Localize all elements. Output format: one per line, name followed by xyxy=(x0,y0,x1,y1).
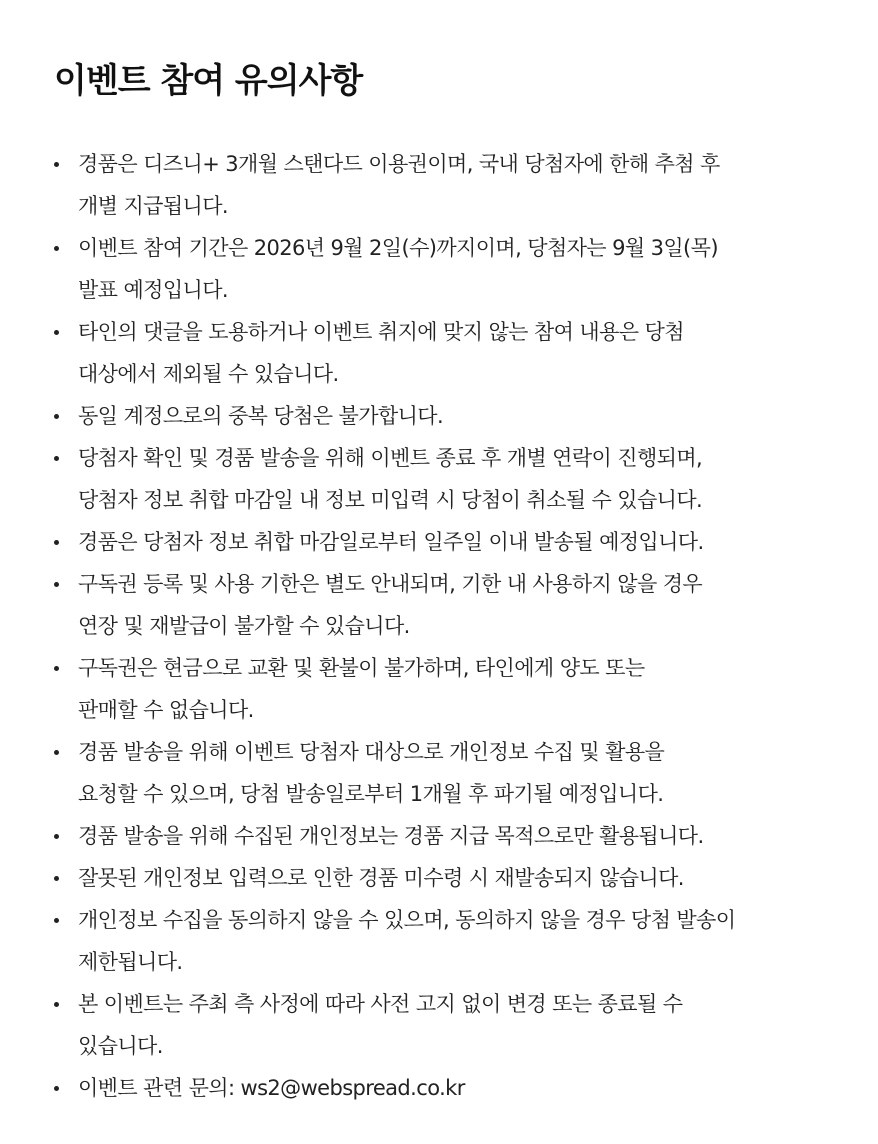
notice-text-line: 이벤트 참여 기간은 2026년 9월 2일(수)까지이며, 당첨자는 9월 3일(목) xyxy=(78,236,718,260)
notice-item xyxy=(54,437,834,521)
notice-item xyxy=(54,647,834,731)
notice-text-line: 구독권은 현금으로 교환 및 환불이 불가하며, 타인에게 양도 또는 xyxy=(78,656,645,680)
bullet-dot-icon xyxy=(54,1002,59,1007)
notice-item xyxy=(54,1067,834,1109)
notice-text-line: 있습니다. xyxy=(78,1034,163,1058)
notice-text-line: 이벤트 관련 문의: ws2@webspread.co.kr xyxy=(78,1076,465,1100)
notice-item xyxy=(54,227,834,311)
notice-text-line: 요청할 수 있으며, 당첨 발송일로부터 1개월 후 파기될 예정입니다. xyxy=(78,782,664,806)
bullet-dot-icon xyxy=(54,162,59,167)
notice-list xyxy=(54,143,834,1109)
bullet-dot-icon xyxy=(54,414,59,419)
notice-text-line: 경품은 당첨자 정보 취합 마감일로부터 일주일 이내 발송될 예정입니다. xyxy=(78,530,704,554)
notice-text-line: 잘못된 개인정보 입력으로 인한 경품 미수령 시 재발송되지 않습니다. xyxy=(78,866,684,890)
bullet-dot-icon xyxy=(54,666,59,671)
notice-text-line: 경품은 디즈니+ 3개월 스탠다드 이용권이며, 국내 당첨자에 한해 추첨 후 xyxy=(78,152,720,176)
notice-item xyxy=(54,899,834,983)
notice-item xyxy=(54,857,834,899)
notice-item xyxy=(54,311,834,395)
notice-text-line: 본 이벤트는 주최 측 사정에 따라 사전 고지 없이 변경 또는 종료될 수 xyxy=(78,992,683,1016)
notice-item xyxy=(54,731,834,815)
notice-item xyxy=(54,395,834,437)
bullet-dot-icon xyxy=(54,918,59,923)
bullet-dot-icon xyxy=(54,750,59,755)
notice-text-line: 구독권 등록 및 사용 기한은 별도 안내되며, 기한 내 사용하지 않을 경우 xyxy=(78,572,703,596)
notice-item xyxy=(54,983,834,1067)
notice-text-line: 당첨자 정보 취합 마감일 내 정보 미입력 시 당첨이 취소될 수 있습니다. xyxy=(78,488,703,512)
notice-item xyxy=(54,563,834,647)
bullet-dot-icon xyxy=(54,540,59,545)
notice-text-line: 발표 예정입니다. xyxy=(78,278,228,302)
page-title: 이벤트 참여 유의사항 xyxy=(54,61,363,101)
bullet-dot-icon xyxy=(54,246,59,251)
notice-item xyxy=(54,521,834,563)
notice-text-line: 개별 지급됩니다. xyxy=(78,194,228,218)
notice-text-line: 타인의 댓글을 도용하거나 이벤트 취지에 맞지 않는 참여 내용은 당첨 xyxy=(78,320,684,344)
notice-text-line: 경품 발송을 위해 수집된 개인정보는 경품 지급 목적으로만 활용됩니다. xyxy=(78,824,704,848)
bullet-dot-icon xyxy=(54,456,59,461)
notice-text-line: 판매할 수 없습니다. xyxy=(78,698,254,722)
notice-text-line: 대상에서 제외될 수 있습니다. xyxy=(78,362,339,386)
notice-text-line: 경품 발송을 위해 이벤트 당첨자 대상으로 개인정보 수집 및 활용을 xyxy=(78,740,665,764)
bullet-dot-icon xyxy=(54,582,59,587)
bullet-dot-icon xyxy=(54,1086,59,1091)
notice-item xyxy=(54,143,834,227)
notice-text-line: 당첨자 확인 및 경품 발송을 위해 이벤트 종료 후 개별 연락이 진행되며, xyxy=(78,446,703,470)
notice-text-line: 동일 계정으로의 중복 당첨은 불가합니다. xyxy=(78,404,444,428)
notice-text-line: 개인정보 수집을 동의하지 않을 수 있으며, 동의하지 않을 경우 당첨 발송이 xyxy=(78,908,736,932)
notice-text-line: 제한됩니다. xyxy=(78,950,183,974)
bullet-dot-icon xyxy=(54,834,59,839)
bullet-dot-icon xyxy=(54,876,59,881)
notice-text-line: 연장 및 재발급이 불가할 수 있습니다. xyxy=(78,614,410,638)
bullet-dot-icon xyxy=(54,330,59,335)
notice-item xyxy=(54,815,834,857)
